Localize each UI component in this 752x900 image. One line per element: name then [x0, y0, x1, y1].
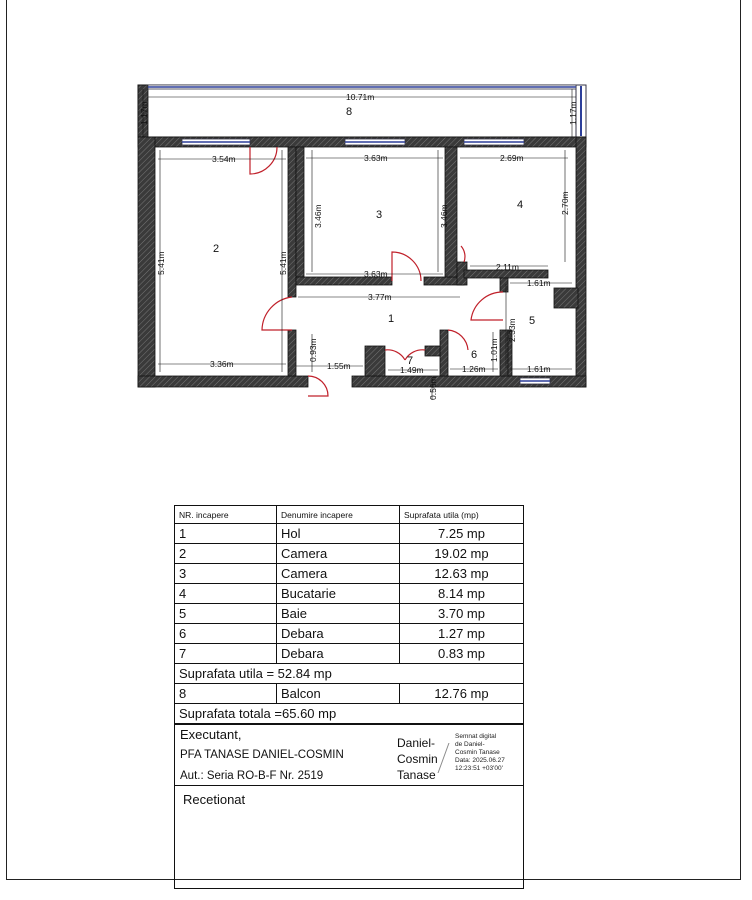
executant-block — [175, 724, 524, 786]
dim-r7-bottom: 1.49m — [400, 365, 424, 375]
table-row — [175, 564, 524, 584]
sig-meta-line: 12:23:51 +03'00' — [455, 765, 503, 772]
useful-total: Suprafata utila = 52.84 mp — [175, 664, 524, 684]
dim-r4-bottom: 2.11m — [496, 262, 519, 272]
room-number-1: 1 — [388, 313, 395, 325]
dim-r3-bottom: 3.63m — [364, 269, 388, 279]
dim-hall-top: 3.77m — [368, 292, 392, 302]
dim-r7-side: 0.56m — [428, 376, 438, 400]
room-number-6: 6 — [471, 349, 478, 361]
dim-hall-entry: 1.55m — [327, 361, 351, 371]
signature-name-line: Cosmin — [397, 752, 438, 766]
dim-r4-top: 2.69m — [500, 153, 524, 163]
cell-name: Balcon — [277, 684, 400, 704]
dim-r2-bottom: 3.36m — [210, 359, 234, 369]
table-header-row — [175, 506, 524, 524]
cell-nr: 1 — [175, 524, 277, 544]
grand-total: Suprafata totala =65.60 mp — [175, 704, 524, 725]
executant-authorization: Aut.: Seria RO-B-F Nr. 2519 — [180, 770, 324, 782]
dim-r6-right: 1.01m — [489, 338, 499, 362]
cell-name: Debara — [277, 624, 400, 644]
cell-area: 0.83 mp — [400, 644, 524, 664]
floor-plan — [0, 0, 752, 420]
signature-name — [397, 735, 438, 783]
dim-balcony-depth-right: 1.17m — [568, 101, 578, 125]
cell-name: Bucatarie — [277, 584, 400, 604]
cell-name: Hol — [277, 524, 400, 544]
cell-nr: 8 — [175, 684, 277, 704]
table-row — [175, 524, 524, 544]
room-number-2: 2 — [213, 243, 220, 255]
useful-total-row — [175, 664, 524, 684]
dim-r2-left: 5.41m — [156, 251, 166, 275]
dim-r3-top: 3.63m — [364, 153, 388, 163]
dim-r6-bottom: 1.26m — [462, 364, 486, 374]
cell-nr: 6 — [175, 624, 277, 644]
rooms-table — [174, 505, 524, 889]
cell-name: Baie — [277, 604, 400, 624]
room-number-4: 4 — [517, 199, 524, 211]
sig-meta-line: de Daniel- — [455, 741, 485, 748]
executant-title: Executant, — [180, 727, 242, 742]
table-row — [175, 584, 524, 604]
balcony-row — [175, 684, 524, 704]
cell-nr: 4 — [175, 584, 277, 604]
dim-r2-right: 5.41m — [278, 251, 288, 275]
dim-r5-left: 2.33m — [507, 318, 517, 342]
sig-meta-line: Cosmin Tanase — [455, 749, 500, 756]
dim-balcony-depth-left: 1.17m — [139, 101, 149, 125]
cell-area: 3.70 mp — [400, 604, 524, 624]
cell-area: 8.14 mp — [400, 584, 524, 604]
digital-signature-info — [455, 733, 505, 773]
room-number-5: 5 — [529, 315, 536, 327]
cell-name: Camera — [277, 564, 400, 584]
signature-name-line: Daniel- — [397, 736, 436, 750]
table-row — [175, 644, 524, 664]
dim-r5-bottom: 1.61m — [527, 364, 551, 374]
table-row — [175, 544, 524, 564]
header-name: Denumire incapere — [277, 506, 400, 524]
signature-name-line: Tanase — [397, 768, 436, 782]
executant-company: PFA TANASE DANIEL-COSMIN — [180, 749, 344, 761]
cell-nr: 7 — [175, 644, 277, 664]
cell-name: Camera — [277, 544, 400, 564]
cell-nr: 3 — [175, 564, 277, 584]
room-number-7: 7 — [407, 355, 414, 367]
dim-r2-top: 3.54m — [212, 154, 236, 164]
received-row — [175, 786, 524, 889]
dim-hall-small: 0.93m — [308, 338, 318, 362]
header-nr: NR. incapere — [175, 506, 277, 524]
room-number-3: 3 — [376, 209, 383, 221]
grand-total-row — [175, 704, 524, 725]
sig-meta-line: Semnat digital — [455, 733, 497, 740]
cell-name: Debara — [277, 644, 400, 664]
room-number-8: 8 — [346, 106, 353, 118]
cell-nr: 5 — [175, 604, 277, 624]
sig-meta-line: Data: 2025.06.27 — [455, 757, 505, 764]
table-row — [175, 604, 524, 624]
dim-r5-top: 1.61m — [527, 278, 551, 288]
dim-r4-right: 2.70m — [560, 191, 570, 215]
dim-balcony-width: 10.71m — [346, 92, 375, 102]
cell-area: 12.63 mp — [400, 564, 524, 584]
header-area: Suprafata utila (mp) — [400, 506, 524, 524]
cell-area: 7.25 mp — [400, 524, 524, 544]
table-row — [175, 624, 524, 644]
executant-row — [175, 724, 524, 786]
dim-r3-left: 3.46m — [313, 204, 323, 228]
received-block: Recetionat — [175, 786, 524, 889]
cell-area: 1.27 mp — [400, 624, 524, 644]
cell-area: 19.02 mp — [400, 544, 524, 564]
dim-r3-right: 3.46m — [439, 204, 449, 228]
cell-area: 12.76 mp — [400, 684, 524, 704]
cell-nr: 2 — [175, 544, 277, 564]
